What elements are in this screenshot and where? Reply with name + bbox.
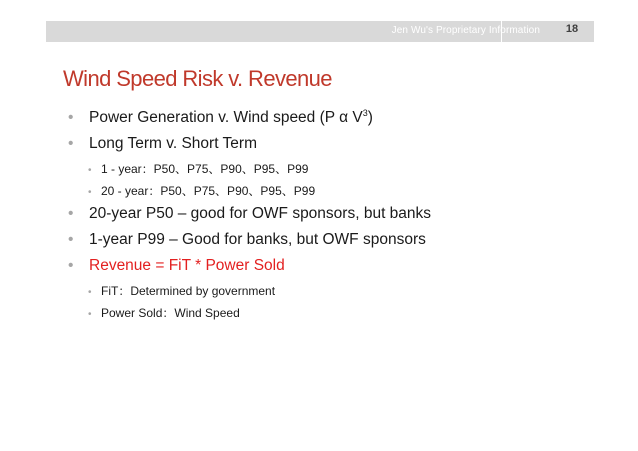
bullet-text: Long Term v. Short Term [89, 135, 257, 152]
bullet-item [68, 205, 431, 223]
footer-text: Jen Wu's Proprietary Information [391, 25, 540, 36]
bullet-text: 1 - year：P50、P75、P90、P95、P99 [101, 162, 309, 176]
bullet-dot: • [68, 257, 74, 274]
bullet-suffix: ) [367, 109, 373, 126]
bullet-item [68, 108, 373, 127]
bullet-dot: • [68, 135, 74, 152]
bullet-dot: • [88, 309, 92, 320]
bullet-dot: • [68, 231, 74, 248]
bullet-dot: • [88, 187, 92, 198]
bullet-item-highlight [68, 257, 285, 275]
bullet-text: 20 - year：P50、P75、P90、P95、P99 [101, 184, 316, 198]
bullet-text: Revenue = FiT * Power Sold [89, 257, 285, 274]
slide-title: Wind Speed Risk v. Revenue [63, 66, 332, 91]
bullet-dot: • [88, 287, 92, 298]
bullet-dot: • [68, 205, 74, 222]
bullet-dot: • [88, 165, 92, 176]
bullet-superscript: 3 [362, 108, 368, 118]
bullet-text: Power Sold：Wind Speed [101, 306, 240, 320]
sub-bullet-item [88, 182, 315, 199]
sub-bullet-item [88, 160, 308, 177]
bullet-dot: • [68, 109, 74, 126]
bullet-item [68, 135, 257, 153]
sub-bullet-item [88, 282, 275, 299]
sub-bullet-item [88, 304, 240, 321]
bullet-item [68, 231, 426, 249]
bullet-text: 1-year P99 – Good for banks, but OWF sponsors [89, 231, 426, 248]
slide-number: 18 [565, 23, 579, 35]
bullet-text: Power Generation v. Wind speed (P α V [89, 109, 363, 126]
bullet-text: 20-year P50 – good for OWF sponsors, but banks [89, 205, 432, 222]
bullet-text: FiT：Determined by government [101, 284, 276, 298]
